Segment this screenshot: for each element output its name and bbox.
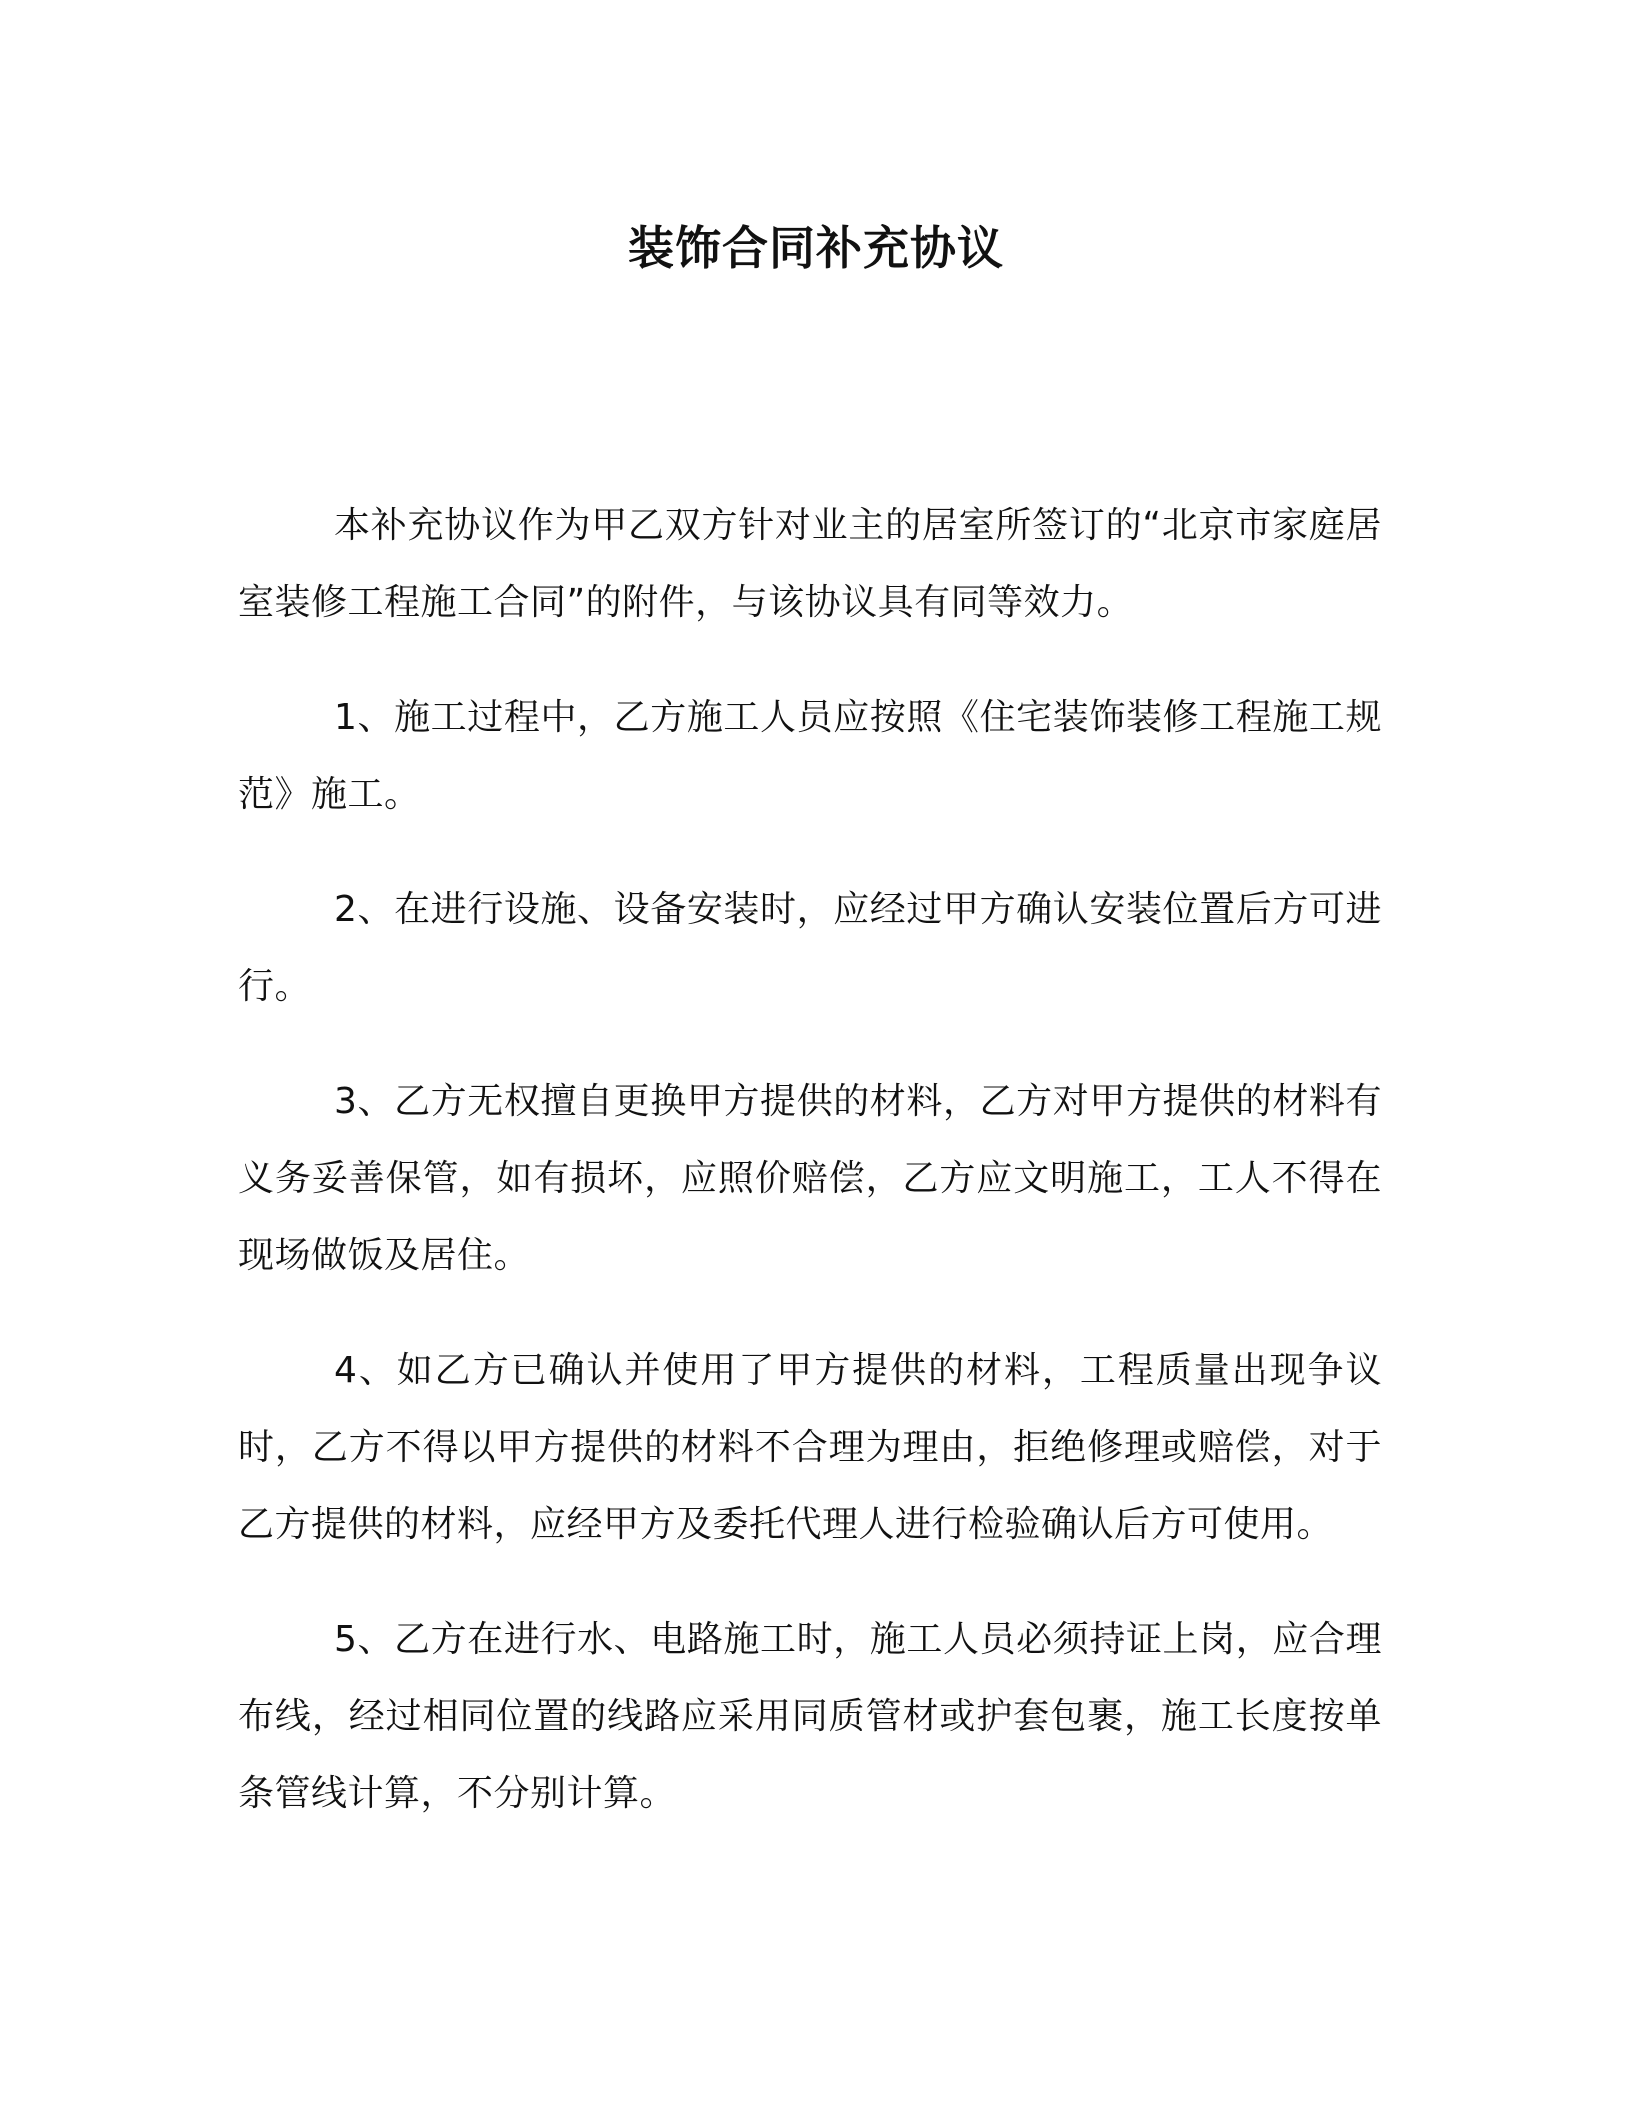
document-body bbox=[238, 487, 1382, 1870]
clause-5: 5、乙方在进行水、电路施工时，施工人员必须持证上岗，应合理布线，经过相同位置的线路应采用同质管材或护套包裹，施工长度按单条管线计算，不分别计算。 bbox=[238, 1619, 1382, 1814]
clause-3: 3、乙方无权擅自更换甲方提供的材料，乙方对甲方提供的材料有义务妥善保管，如有损坏，应照价赔偿，乙方应文明施工，工人不得在现场做饭及居住。 bbox=[238, 1081, 1382, 1276]
clause-2: 2、在进行设施、设备安装时，应经过甲方确认安装位置后方可进行。 bbox=[238, 889, 1382, 1007]
clause-4: 4、如乙方已确认并使用了甲方提供的材料，工程质量出现争议时，乙方不得以甲方提供的材料不合理为理由，拒绝修理或赔偿，对于乙方提供的材料，应经甲方及委托代理人进行检验确认后方可使用。 bbox=[238, 1350, 1382, 1545]
intro-paragraph: 本补充协议作为甲乙双方针对业主的居室所签订的“北京市家庭居室装修工程施工合同”的附件，与该协议具有同等效力。 bbox=[238, 505, 1382, 623]
document-title: 装饰合同补充协议 bbox=[628, 221, 1004, 275]
clause-1: 1、施工过程中，乙方施工人员应按照《住宅装饰装修工程施工规范》施工。 bbox=[238, 697, 1382, 815]
